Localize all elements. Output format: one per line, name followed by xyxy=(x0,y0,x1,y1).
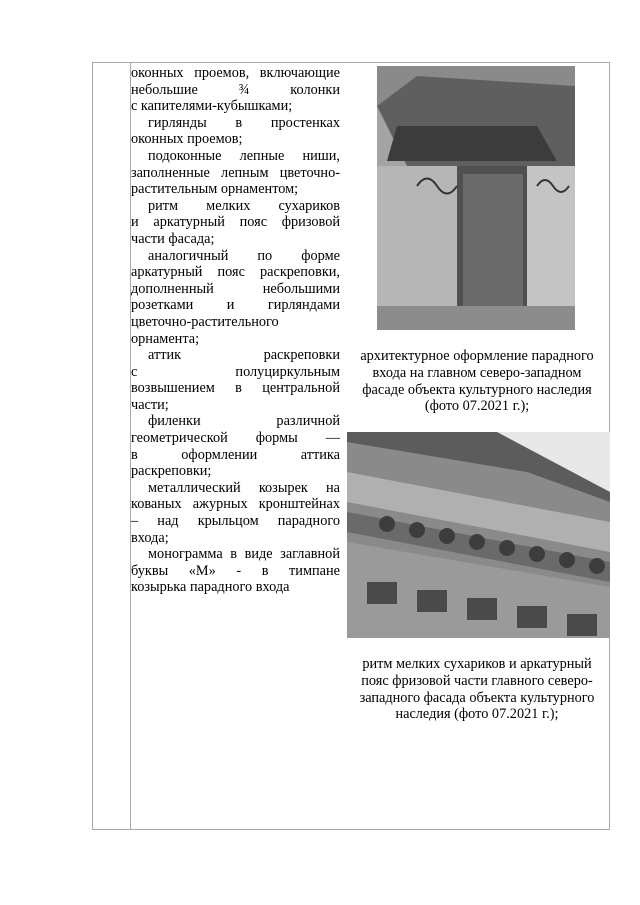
text-line: гирлянды в простенках xyxy=(148,114,340,131)
caption-line: западного фасада объекта культурного xyxy=(359,689,595,706)
caption-line: фасаде объекта культурного наследия xyxy=(362,381,592,398)
text-line: геометрической формы — xyxy=(131,430,340,447)
text-line: с полуциркульным xyxy=(131,363,340,380)
text-line: возвышением в центральной xyxy=(131,380,340,397)
text-line: филенки различной xyxy=(148,413,340,430)
text-line: металлический козырек на xyxy=(148,479,340,496)
text-line: заполненные лепным цветочно- xyxy=(131,164,340,181)
text-line: входа; xyxy=(131,529,169,546)
caption-line: ритм мелких сухариков и аркатурный xyxy=(362,656,592,672)
entrance-photo xyxy=(377,66,575,330)
frieze-photo xyxy=(347,432,610,638)
text-line: и аркатурный пояс фризовой xyxy=(131,214,340,231)
text-line: подоконные лепные ниши, xyxy=(148,147,340,164)
text-line: буквы «М» - в тимпане xyxy=(131,562,340,579)
text-line: ритм мелких сухариков xyxy=(148,197,340,214)
text-line: аркатурный пояс раскреповки, xyxy=(131,264,340,281)
text-line: растительным орнаментом; xyxy=(131,181,299,198)
text-line: козырька парадного входа xyxy=(131,579,290,596)
text-line: цветочно-растительного xyxy=(131,313,279,330)
caption-line: пояс фризовой части главного северо- xyxy=(361,672,593,689)
text-line: аттик раскреповки xyxy=(148,347,340,364)
text-line: розетками и гирляндами xyxy=(131,297,340,314)
text-line: части; xyxy=(131,396,169,413)
caption-line: наследия (фото 07.2021 г.); xyxy=(395,706,559,723)
frieze-photo-caption xyxy=(347,656,607,723)
text-line: части фасада; xyxy=(131,230,215,247)
element-description-text xyxy=(131,65,340,596)
text-line: с капителями-кубышками; xyxy=(131,98,293,115)
caption-line: (фото 07.2021 г.); xyxy=(424,398,530,415)
text-line: аналогичный по форме xyxy=(148,247,340,264)
text-line: в оформлении аттика xyxy=(131,446,340,463)
text-line: – над крыльцом парадного xyxy=(131,513,340,530)
caption-line: архитектурное оформление парадного xyxy=(360,348,594,364)
text-line: оконных проемов; xyxy=(131,131,243,148)
text-line: кованых ажурных кронштейнах xyxy=(131,496,340,513)
text-line: оконных проемов, включающие xyxy=(131,65,340,81)
caption-line: входа на главном северо-западном xyxy=(372,364,582,381)
text-line: небольшие ¾ колонки xyxy=(131,81,340,98)
text-line: раскреповки; xyxy=(131,463,212,480)
text-line: орнамента; xyxy=(131,330,200,347)
entrance-photo-caption xyxy=(347,348,607,415)
text-line: монограмма в виде заглавной xyxy=(148,546,340,563)
text-line: дополненный небольшими xyxy=(131,280,340,297)
